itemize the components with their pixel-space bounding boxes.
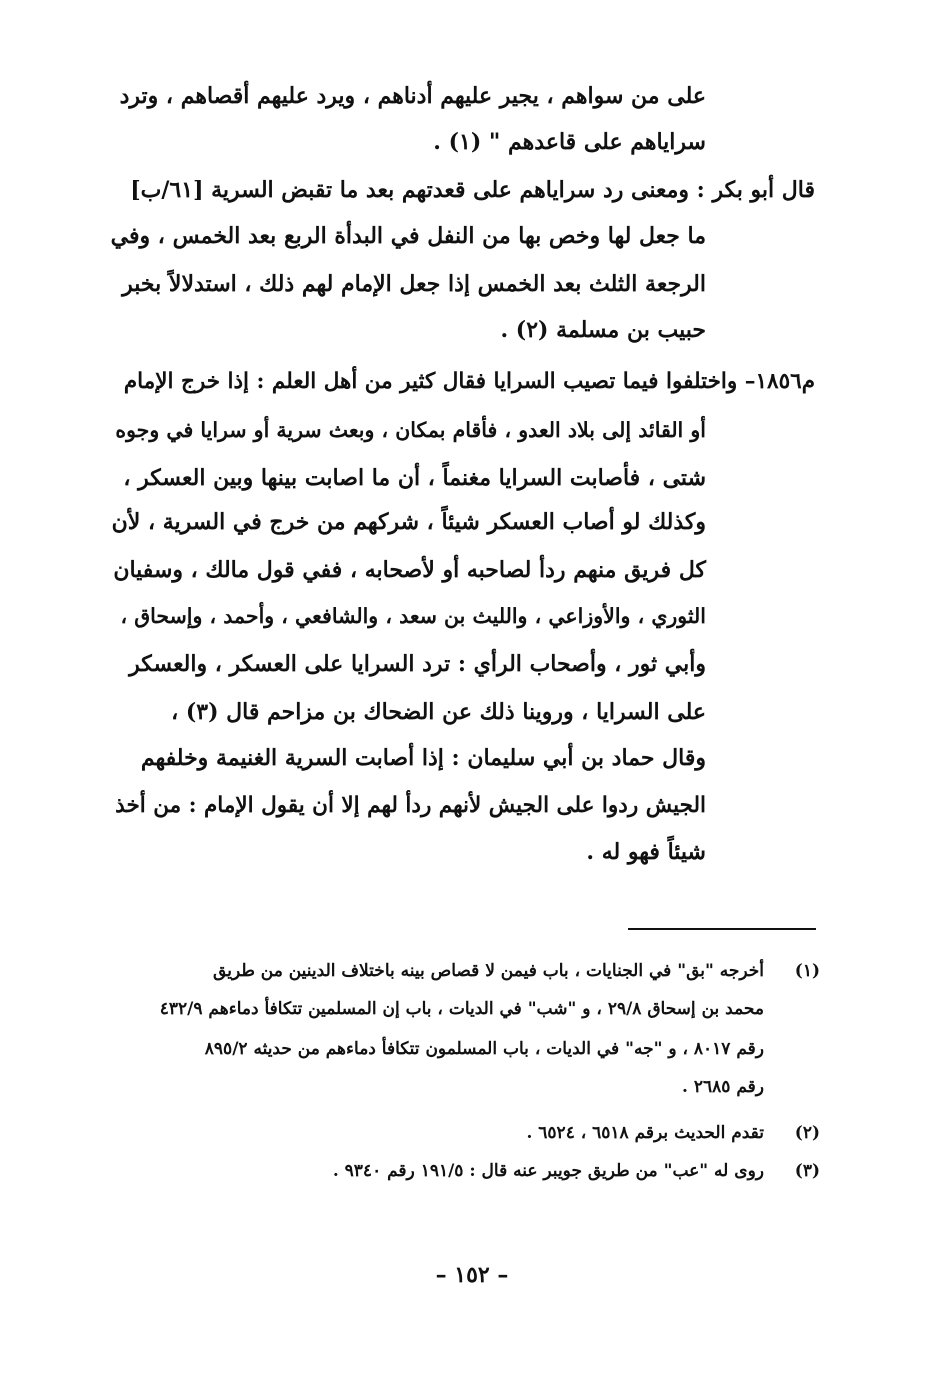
text-line: حبيب بن مسلمة (٢) .: [500, 317, 706, 343]
text-line: على من سواهم ، يجير عليهم أدناهم ، ويرد عليهم أقصاهم ، وترد: [119, 83, 706, 109]
footnote-line: تقدم الحديث برقم ٦٥١٨ ، ٦٥٢٤ .: [526, 1123, 764, 1143]
text-line: شيئاً فهو له .: [586, 839, 706, 865]
text-line: ما جعل لها وخص بها من النفل في البدأة الربع بعد الخمس ، وفي: [110, 223, 706, 249]
footnote-number: (٣): [794, 1161, 820, 1181]
text-line: الثوري ، والأوزاعي ، والليث بن سعد ، والشافعي ، وأحمد ، وإسحاق ،: [120, 604, 706, 628]
footnote-line: رقم ٢٦٨٥ .: [682, 1077, 764, 1097]
page-number: – ١٥٢ –: [435, 1262, 509, 1288]
text-line: الرجعة الثلث بعد الخمس إذا جعل الإمام لهم ذلك ، استدلالاً بخبر: [122, 271, 706, 297]
text-line: كل فريق منهم ردأ لصاحبه أو لأصحابه ، ففي قول مالك ، وسفيان: [113, 557, 706, 583]
footnote-line: محمد بن إسحاق ٢٩/٨ ، و "شب" في الديات ، باب إن المسلمين تتكافأ دماءهم ٤٣٢/٩: [159, 999, 764, 1019]
footnote-line: روى له "عب" من طريق جويبر عنه قال : ١٩١/٥ رقم ٩٣٤٠ .: [332, 1161, 764, 1181]
text-line: وأبي ثور ، وأصحاب الرأي : ترد السرايا على العسكر ، والعسكر: [129, 651, 706, 677]
text-line: على السرايا ، وروينا ذلك عن الضحاك بن مزاحم قال (٣) ،: [171, 699, 706, 725]
text-line: وقال حماد بن أبي سليمان : إذا أصابت السرية الغنيمة وخلفهم: [140, 745, 706, 771]
footnote-divider: [628, 928, 816, 930]
text-line: أو القائد إلى بلاد العدو ، فأقام بمكان ، وبعث سرية أو سرايا في وجوه: [115, 418, 706, 442]
footnote-number: (٢): [794, 1123, 820, 1143]
text-line: م١٨٥٦– واختلفوا فيما تصيب السرايا فقال كثير من أهل العلم : إذا خرج الإمام: [123, 369, 815, 394]
text-line: سراياهم على قاعدهم " (١) .: [433, 129, 706, 155]
text-line: الجيش ردوا على الجيش لأنهم ردأ لهم إلا أن يقول الإمام : من أخذ: [115, 793, 706, 818]
text-line: شتى ، فأصابت السرايا مغنماً ، أن ما اصابت بينها وبين العسكر ،: [123, 465, 706, 491]
text-line: قال أبو بكر : ومعنى رد سراياهم على قعدتهم بعد ما تقبض السرية [٦١/ب]: [130, 177, 815, 203]
footnote-number: (١): [794, 961, 820, 981]
footnote-line: أخرجه "بق" في الجنايات ، باب فيمن لا قصاص بينه باختلاف الدينين من طريق: [213, 961, 764, 981]
text-line: وكذلك لو أصاب العسكر شيئاً ، شركهم من خرج في السرية ، لأن: [111, 509, 706, 535]
footnote-line: رقم ٨٠١٧ ، و "جه" في الديات ، باب المسلمون تتكافأ دماءهم من حديثه ٨٩٥/٢: [204, 1039, 764, 1059]
